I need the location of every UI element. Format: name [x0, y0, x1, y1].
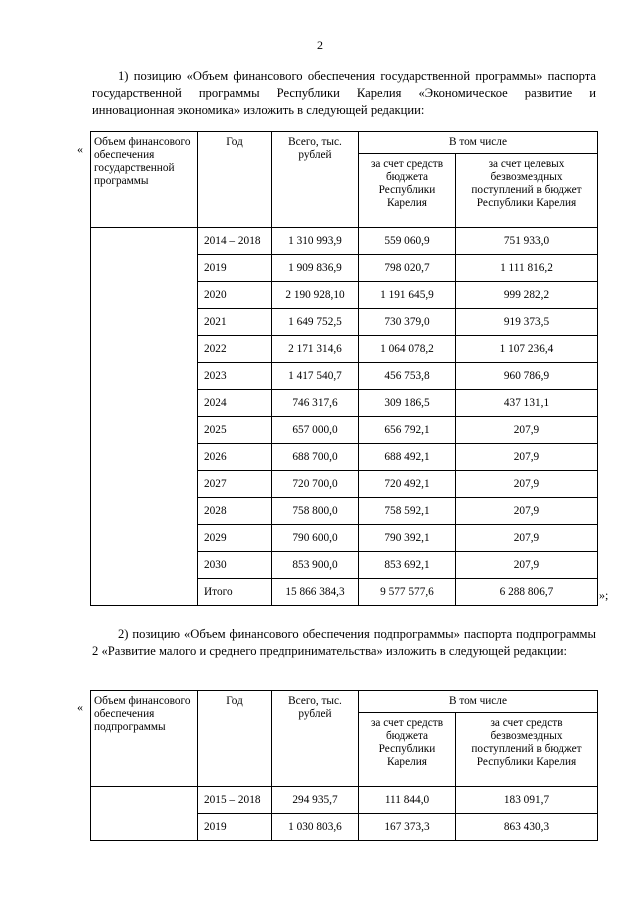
row-label: Объем финансового обеспечения государственной программы — [91, 132, 198, 228]
row-label: Объем финансового обеспечения подпрограммы — [91, 691, 198, 787]
cell-year: 2019 — [198, 814, 272, 841]
section2-quote-open: « — [77, 700, 83, 714]
col-year-header: Год — [198, 691, 272, 787]
cell-budget: 456 753,8 — [359, 363, 456, 390]
table-row — [91, 787, 598, 814]
cell-total: 746 317,6 — [272, 390, 359, 417]
section1-quote-open: « — [77, 142, 83, 156]
col-including-header: В том числе — [359, 132, 598, 154]
subprogram-finance-table — [90, 690, 598, 841]
cell-grants: 207,9 — [456, 471, 598, 498]
cell-budget: 853 692,1 — [359, 552, 456, 579]
cell-total: 294 935,7 — [272, 787, 359, 814]
cell-grants: 6 288 806,7 — [456, 579, 598, 606]
col-budget-header: за счет средств бюджета Республики Карелия — [359, 154, 456, 228]
col-including-header: В том числе — [359, 691, 598, 713]
program-finance-table — [90, 131, 598, 606]
col-grants-header: за счет целевых безвозмездных поступлений в бюджет Республики Карелия — [456, 154, 598, 228]
section1-quote-close: »; — [599, 588, 609, 602]
cell-budget: 167 373,3 — [359, 814, 456, 841]
cell-year: 2023 — [198, 363, 272, 390]
cell-total: 758 800,0 — [272, 498, 359, 525]
cell-grants: 1 111 816,2 — [456, 255, 598, 282]
cell-budget: 656 792,1 — [359, 417, 456, 444]
cell-total: 1 310 993,9 — [272, 228, 359, 255]
cell-total: 1 030 803,6 — [272, 814, 359, 841]
cell-year: 2015 – 2018 — [198, 787, 272, 814]
cell-grants: 751 933,0 — [456, 228, 598, 255]
cell-budget: 688 492,1 — [359, 444, 456, 471]
cell-total: 1 649 752,5 — [272, 309, 359, 336]
cell-budget: 730 379,0 — [359, 309, 456, 336]
cell-total: 2 190 928,10 — [272, 282, 359, 309]
col-total-header: Всего, тыс. рублей — [272, 691, 359, 787]
cell-budget: 9 577 577,6 — [359, 579, 456, 606]
cell-grants: 207,9 — [456, 498, 598, 525]
cell-grants: 207,9 — [456, 444, 598, 471]
cell-budget: 720 492,1 — [359, 471, 456, 498]
cell-budget: 798 020,7 — [359, 255, 456, 282]
cell-year: 2022 — [198, 336, 272, 363]
cell-budget: 1 191 645,9 — [359, 282, 456, 309]
cell-year: 2029 — [198, 525, 272, 552]
cell-grants: 1 107 236,4 — [456, 336, 598, 363]
cell-year: 2028 — [198, 498, 272, 525]
cell-total: 1 417 540,7 — [272, 363, 359, 390]
cell-year: 2021 — [198, 309, 272, 336]
cell-total: 2 171 314,6 — [272, 336, 359, 363]
table-row — [91, 228, 598, 255]
cell-budget: 1 064 078,2 — [359, 336, 456, 363]
cell-budget: 758 592,1 — [359, 498, 456, 525]
cell-budget: 559 060,9 — [359, 228, 456, 255]
cell-grants: 207,9 — [456, 417, 598, 444]
section1-paragraph: 1) позицию «Объем финансового обеспечения государственной программы» паспорта государственной программы Республики Карелия «Экономическое развитие и инновационная экономика» изложить в следующей редакции: — [92, 69, 596, 117]
cell-year: 2014 – 2018 — [198, 228, 272, 255]
cell-grants: 207,9 — [456, 552, 598, 579]
page-number: 2 — [317, 38, 323, 52]
col-budget-header: за счет средств бюджета Республики Карелия — [359, 713, 456, 787]
cell-grants: 919 373,5 — [456, 309, 598, 336]
cell-total: 1 909 836,9 — [272, 255, 359, 282]
cell-grants: 960 786,9 — [456, 363, 598, 390]
cell-budget: 790 392,1 — [359, 525, 456, 552]
cell-grants: 863 430,3 — [456, 814, 598, 841]
cell-year: 2027 — [198, 471, 272, 498]
col-grants-header: за счет средств безвозмездных поступлений в бюджет Республики Карелия — [456, 713, 598, 787]
col-year-header: Год — [198, 132, 272, 228]
section2-paragraph: 2) позицию «Объем финансового обеспечения подпрограммы» паспорта подпрограммы 2 «Развитие малого и среднего предпринимательства» изложить в следующей редакции: — [92, 627, 596, 658]
col-total-header: Всего, тыс. рублей — [272, 132, 359, 228]
cell-year: 2026 — [198, 444, 272, 471]
cell-total: 853 900,0 — [272, 552, 359, 579]
cell-total: 688 700,0 — [272, 444, 359, 471]
row-label-spacer — [91, 787, 198, 841]
cell-year: 2020 — [198, 282, 272, 309]
cell-total: 657 000,0 — [272, 417, 359, 444]
cell-grants: 183 091,7 — [456, 787, 598, 814]
cell-year: 2025 — [198, 417, 272, 444]
cell-year: 2024 — [198, 390, 272, 417]
cell-year: Итого — [198, 579, 272, 606]
cell-grants: 999 282,2 — [456, 282, 598, 309]
cell-total: 720 700,0 — [272, 471, 359, 498]
cell-total: 790 600,0 — [272, 525, 359, 552]
cell-total: 15 866 384,3 — [272, 579, 359, 606]
cell-year: 2030 — [198, 552, 272, 579]
row-label-spacer — [91, 228, 198, 606]
cell-budget: 111 844,0 — [359, 787, 456, 814]
cell-year: 2019 — [198, 255, 272, 282]
cell-budget: 309 186,5 — [359, 390, 456, 417]
cell-grants: 207,9 — [456, 525, 598, 552]
cell-grants: 437 131,1 — [456, 390, 598, 417]
